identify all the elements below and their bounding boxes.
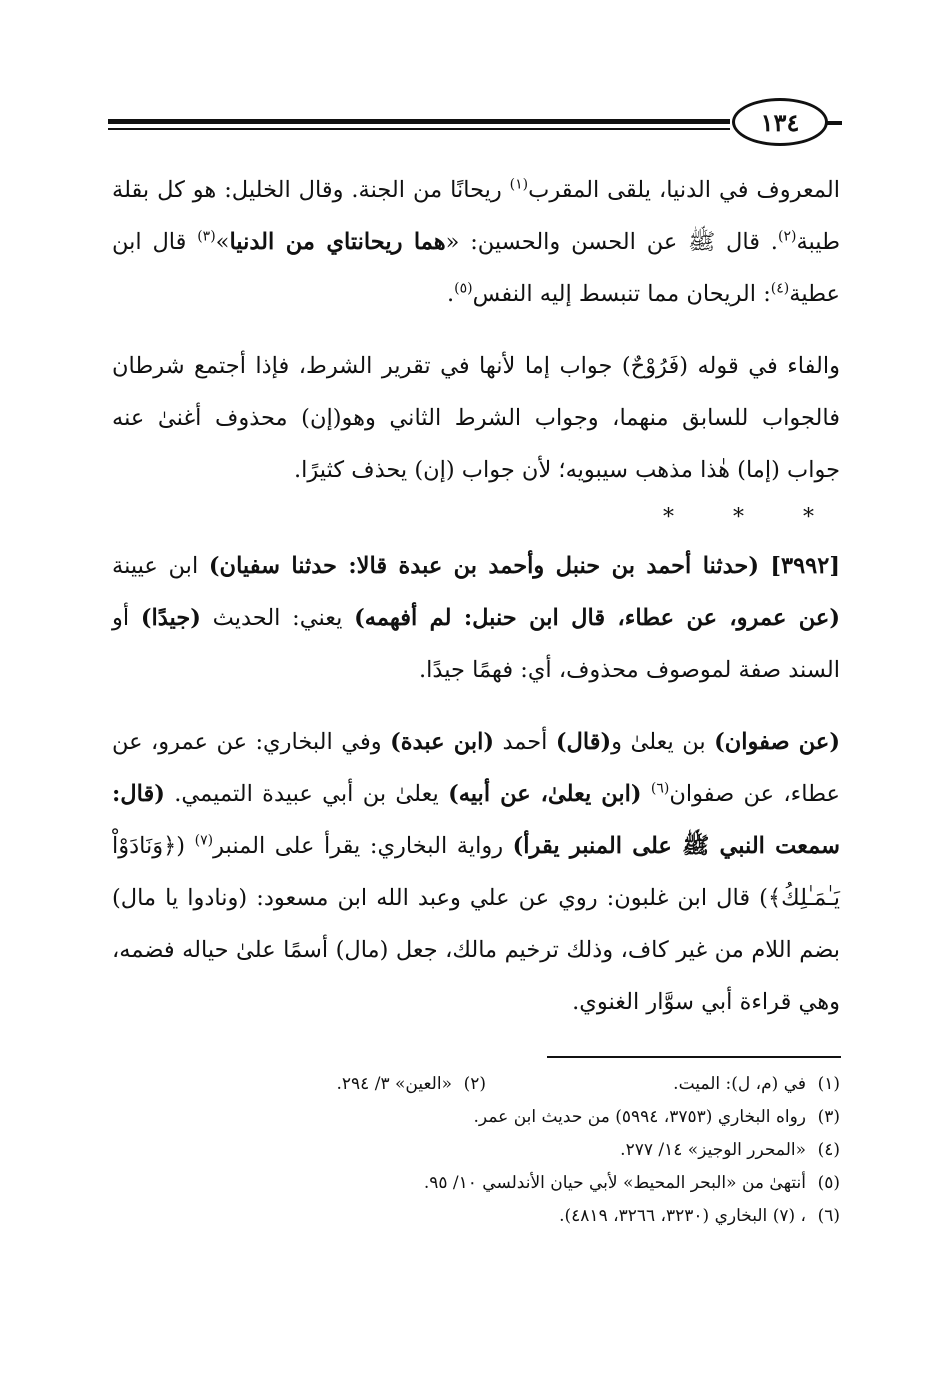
text-run: (﴿وَنَادَوْاْ يَـٰمَـٰلِكُ﴾) قال ابن غلبون: روي عن علي وعبد الله ابن مسعود: (ونادوا يا مال) بضم اللام من غير كاف، وذلك ترخيم مالك، جعل (مال) أسمًا علىٰ حياله فضمه، وهي قراءة أبي سوَّار الغنوي.: [112, 833, 840, 1015]
text-run: »: [215, 229, 230, 255]
hadith-chain: (عن عمرو، عن عطاء، قال ابن حنبل: لم أفهمه): [354, 605, 840, 631]
footnote-gap: [486, 1068, 546, 1101]
footnotes: [112, 1068, 840, 1233]
hadith-matn: (قال: سمعت النبي ﷺ على المنبر يقرأ): [112, 781, 840, 859]
footnote-number: (٦): [817, 1206, 840, 1226]
footnote-number: (١): [817, 1074, 840, 1094]
footnote-number: (٥): [817, 1173, 840, 1193]
footnote-text: ، (٧) البخاري (٣٢٣٠، ٣٢٦٦، ٤٨١٩).: [559, 1206, 806, 1226]
header-rule: [108, 119, 730, 124]
footnote-text: «العين» ٣/ ٢٩٤.: [336, 1074, 452, 1094]
text-run: أو السند صفة لموصوف محذوف، أي: فهمًا جيدًا.: [112, 605, 840, 683]
text-run: : الريحان مما تنبسط إليه النفس: [472, 281, 771, 307]
main-text: [112, 164, 840, 1028]
text-run: وفي البخاري: عن عمرو، عن عطاء، عن صفوان: [112, 729, 840, 807]
text-run: بن يعلىٰ و: [611, 729, 715, 755]
footnote-number: (٣): [817, 1107, 840, 1127]
footnote-number: (٢): [463, 1074, 486, 1094]
footnote-row: [112, 1101, 840, 1134]
footnote-ref[interactable]: (٧): [194, 832, 214, 849]
footnote-ref[interactable]: (٢): [777, 228, 797, 245]
text-run: .: [447, 281, 455, 307]
hadith-chain: (عن صفوان): [714, 729, 840, 755]
paragraph-2: والفاء في قوله (فَرُوْحٌ) جواب إما لأنها في تقرير الشرط، فإذا أجتمع شرطان فالجواب للسابق منهما، وجواب الشرط الثاني وهو(إن) محذوف أغنىٰ عنه جواب (إما) هٰذا مذهب سيبويه؛ لأن جواب (إن) يحذف كثيرًا.: [112, 353, 840, 483]
footnote-text: أنتهىٰ من «البحر المحيط» لأبي حيان الأندلسي ١٠/ ٩٥.: [423, 1173, 806, 1193]
hadith-chain: [٣٩٩٢] (حدثنا أحمد بن حنبل وأحمد بن عبدة قالا: حدثنا سفيان): [208, 553, 840, 579]
hadith-chain: (ابن يعلىٰ، عن أبيه): [448, 781, 642, 807]
page-number: ١٣٤: [732, 98, 828, 146]
text-run: يعني: الحديث: [200, 605, 355, 631]
text-run: يعلىٰ بن أبي عبيدة التميمي.: [164, 781, 449, 807]
paragraph-gap: [112, 320, 840, 340]
hadith-quote: هما ريحانتاي من الدنيا: [229, 229, 446, 255]
footnote-ref[interactable]: (٤): [770, 280, 790, 297]
footnote-text: في (م، ل): الميت.: [673, 1074, 806, 1094]
text-run: . قال ﷺ عن الحسن والحسين: «: [445, 229, 778, 255]
hadith-word: (قال): [555, 729, 612, 755]
footnote-text: «المحرر الوجيز» ١٤/ ٢٧٧.: [620, 1140, 806, 1160]
section-separator: * * *: [663, 505, 840, 530]
footnote-ref[interactable]: (٣): [197, 228, 216, 245]
text-run: [642, 781, 651, 807]
text-run: رواية البخاري: يقرأ على المنبر: [213, 833, 513, 859]
hadith-word: (ابن عبدة): [390, 729, 494, 755]
footnote-row: [112, 1068, 840, 1101]
paragraph-1: [112, 164, 840, 320]
footnote-text: رواه البخاري (٣٧٥٣، ٥٩٩٤) من حديث ابن عمر.: [473, 1107, 806, 1127]
paragraph-3: [112, 540, 840, 696]
text-run: قال ابن عطية: [112, 229, 840, 307]
footnote-row: [112, 1134, 840, 1167]
footnote-ref[interactable]: (٥): [454, 280, 473, 297]
footnote-number: (٤): [817, 1140, 840, 1160]
paragraph-4: [112, 716, 840, 1028]
text-run: أحمد: [493, 729, 556, 755]
footnote-row: [112, 1167, 840, 1200]
hadith-word: (جيدًا): [140, 605, 201, 631]
text-run: ريحانًا من الجنة. وقال الخليل: هو كل بقلة طيبة: [112, 177, 840, 255]
page-header: [108, 98, 842, 148]
footnote-ref[interactable]: (١): [509, 176, 529, 193]
header-rule-thin: [108, 128, 730, 130]
text-run: المعروف في الدنيا، يلقى المقرب: [528, 177, 841, 203]
footnote-separator: [547, 1056, 841, 1058]
paragraph-gap: [112, 696, 840, 716]
footnote-row: [112, 1200, 840, 1233]
footnote-ref[interactable]: (٦): [650, 780, 670, 797]
text-run: ابن عيينة: [112, 553, 209, 579]
